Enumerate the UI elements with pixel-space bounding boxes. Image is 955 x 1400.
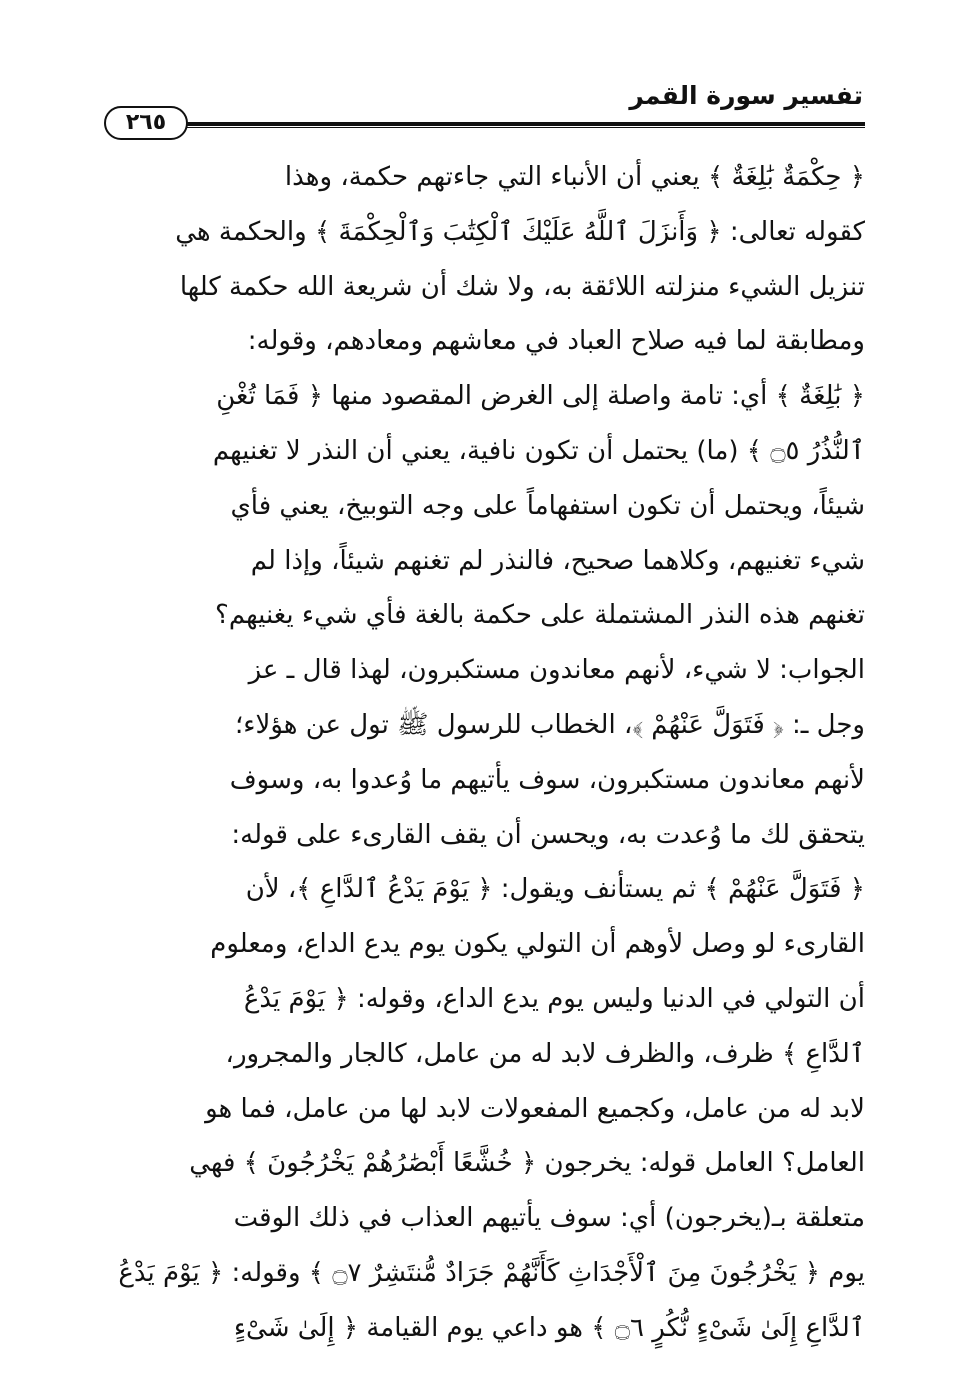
- text-line: تغنهم هذه النذر المشتملة على حكمة بالغة فأي شيء يغنيهم؟: [215, 600, 865, 631]
- header-rule: [186, 122, 865, 126]
- body-text: [100, 150, 865, 1356]
- text-line: ومطابقة لما فيه صلاح العباد في معاشهم ومعادهم، وقوله:: [247, 326, 865, 357]
- text-line: ﴿ بَٰلِغَةٌ ﴾ أي: تامة واصلة إلى الغرض المقصود منها ﴿ فَمَا تُغْنِ: [216, 381, 865, 412]
- text-line: ٱلدَّاعِ إِلَىٰ شَىْءٍ نُّكُرٍ ۝٦ ﴾ هو داعي يوم القيامة ﴿ إِلَىٰ شَىْءٍ: [233, 1312, 865, 1343]
- text-line: الجواب: لا شيء، لأنهم معاندون مستكبرون، لهذا قال ـ عز: [248, 655, 865, 686]
- text-line: لابد له من عامل، وكجميع المفعولات لابد لها من عامل، فما هو: [205, 1093, 865, 1124]
- text-line: القارىء لو وصل لأوهم أن التولي يكون يوم يدع الداع، ومعلوم: [210, 929, 865, 960]
- text-line: لأنهم معاندون مستكبرون، سوف يأتيهم ما وُعدوا به، وسوف: [229, 764, 865, 795]
- text-line: ﴿ حِكْمَةٌ بَٰلِغَةٌ ﴾ يعني أن الأنباء التي جاءتهم حكمة، وهذا: [284, 162, 865, 192]
- text-line: وجل ـ: ﴿ فَتَوَلَّ عَنْهُمْ ﴾، الخطاب للرسول ﷺ تول عن هؤلاء؛: [235, 709, 865, 740]
- running-header-title: تفسير سورة القمر: [629, 81, 863, 110]
- text-line: كقوله تعالى: ﴿ وَأَنزَلَ ٱللَّهُ عَلَيْكَ ٱلْكِتَٰبَ وَٱلْحِكْمَةَ ﴾ والحكمة هي: [175, 216, 865, 247]
- text-line: أن التولي في الدنيا وليس يوم يدع الداع، وقوله: ﴿ يَوْمَ يَدْعُ: [243, 983, 865, 1014]
- text-line: ٱلدَّاعِ ﴾ ظرف، والظرف لابد له من عامل، كالجار والمجرور،: [225, 1038, 865, 1069]
- text-line: شيء تغنيهم، وكلاهما صحيح، فالنذر لم تغنهم شيئاً، وإذا لم: [250, 545, 865, 576]
- text-line: متعلقة بـ(يخرجون) أي: سوف يأتيهم العذاب في ذلك الوقت: [233, 1203, 865, 1234]
- text-line: شيئاً، ويحتمل أن تكون استفهاماً على وجه التوبيخ، يعني فأي: [230, 490, 865, 521]
- page-number-badge: ٢٦٥: [104, 106, 188, 140]
- text-line: يتحقق لك ما وُعدت به، ويحسن أن يقف القارىء على قوله:: [231, 819, 865, 850]
- text-line: يوم ﴿ يَخْرُجُونَ مِنَ ٱلْأَجْدَاثِ كَأَنَّهُمْ جَرَادٌ مُّنتَشِرٌ ۝٧ ﴾ وقوله: ﴿ يَوْمَ يَدْعُ: [118, 1257, 865, 1288]
- text-line: ﴿ فَتَوَلَّ عَنْهُمْ ﴾ ثم يستأنف ويقول: ﴿ يَوْمَ يَدْعُ ٱلدَّاعِ ﴾، لأن: [245, 874, 865, 905]
- text-line: ٱلنُّذُرُ ۝٥ ﴾ (ما) يحتمل أن تكون نافية، يعني أن النذر لا تغنيهم: [212, 435, 865, 466]
- text-line: تنزيل الشيء منزلته اللائقة به، ولا شك أن شريعة الله حكمة كلها: [179, 271, 865, 302]
- text-line: العامل؟ العامل قوله: يخرجون ﴿ خُشَّعًا أَبْصَٰرُهُمْ يَخْرُجُونَ ﴾ فهي: [189, 1148, 865, 1179]
